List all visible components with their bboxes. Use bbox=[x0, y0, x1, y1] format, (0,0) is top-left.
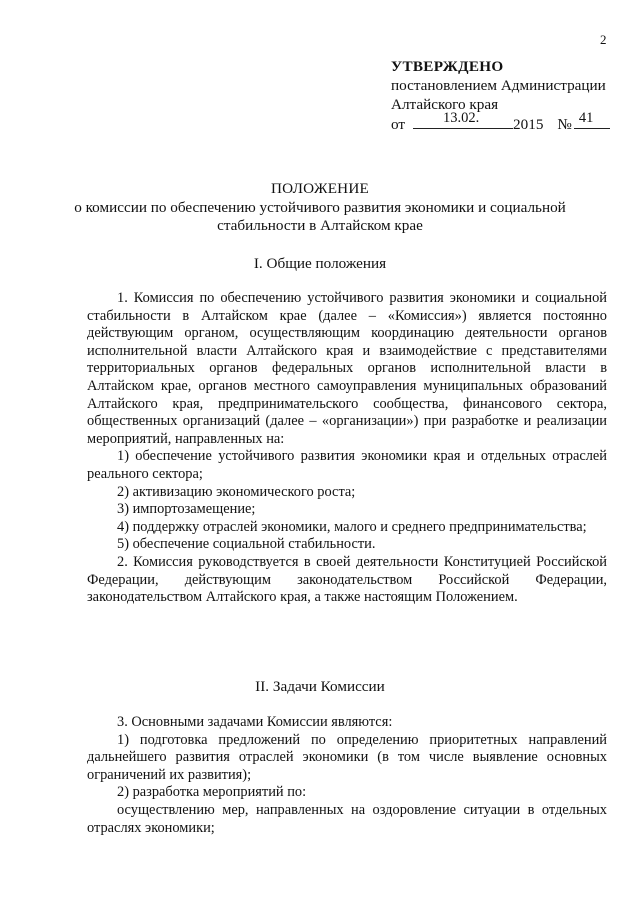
paragraph-2: 2. Комиссия руководствуется в своей деятельности Конституцией Российской Федерации, действующим законодательством Российской Федерации, законодательством Алтайского края, а также настоящим Положением. bbox=[87, 553, 607, 606]
document-title: ПОЛОЖЕНИЕ bbox=[271, 180, 369, 197]
approval-line-2: Алтайского края bbox=[391, 96, 499, 113]
list-item: 1) подготовка предложений по определению приоритетных направлений дальнейшего развития отраслей экономики (в том числе выявление основных ограничений их развития); bbox=[87, 731, 607, 783]
approval-date: 13.02. bbox=[443, 110, 480, 126]
approval-heading: УТВЕРЖДЕНО bbox=[391, 58, 504, 75]
page-number: 2 bbox=[600, 32, 607, 47]
list-item: 2) разработка мероприятий по: bbox=[117, 784, 307, 801]
list-item: 2) активизацию экономического роста; bbox=[117, 483, 356, 500]
from-label: от bbox=[391, 116, 406, 133]
date-blank bbox=[413, 110, 513, 129]
approval-line-1: постановлением Администрации bbox=[391, 77, 606, 94]
paragraph-3: 3. Основными задачами Комиссии являются: bbox=[117, 714, 393, 730]
section-1-heading: I. Общие положения bbox=[253, 255, 387, 272]
document-subtitle: о комиссии по обеспечению устойчивого развития экономики и социальной стабильности в Алтайском крае bbox=[74, 198, 566, 234]
list-item: 3) импортозамещение; bbox=[117, 501, 256, 518]
paragraph-1: 1. Комиссия по обеспечению устойчивого развития экономики и социальной стабильности в Алтайском крае (далее – «Комиссия») является постоянно действующим органом, осуществляющим координацию деятельности органов исполнительной власти Алтайского края и взаимодействие с представителями территориальных органов федеральных органов исполнительной власти в Алтайском крае, органов местного самоуправления муниципальных образований Алтайского края, предпринимательского сообщества, финансового сектора, общественных организаций (далее – «организации») при разработке и реализации мероприятий, направленных на: bbox=[87, 290, 607, 447]
section-2-heading: II. Задачи Комиссии bbox=[255, 678, 385, 695]
number-label: № bbox=[557, 116, 572, 133]
approval-number: 41 bbox=[578, 110, 594, 126]
approval-year: 2015 bbox=[513, 116, 544, 133]
document-title-block bbox=[0, 180, 640, 236]
approval-stamp bbox=[391, 57, 610, 134]
section-2-body bbox=[87, 714, 607, 837]
list-item: 5) обеспечение социальной стабильности. bbox=[117, 536, 376, 553]
number-blank bbox=[574, 110, 610, 129]
list-item: 1) обеспечение устойчивого развития экономики края и отдельных отраслей реального сектора; bbox=[87, 448, 607, 482]
list-item: 4) поддержку отраслей экономики, малого и среднего предпринимательства; bbox=[117, 518, 587, 535]
list-item: осуществлению мер, направленных на оздоровление ситуации в отдельных отраслях экономики; bbox=[87, 801, 607, 836]
section-1-body bbox=[87, 290, 607, 607]
approval-date-line bbox=[391, 110, 610, 134]
